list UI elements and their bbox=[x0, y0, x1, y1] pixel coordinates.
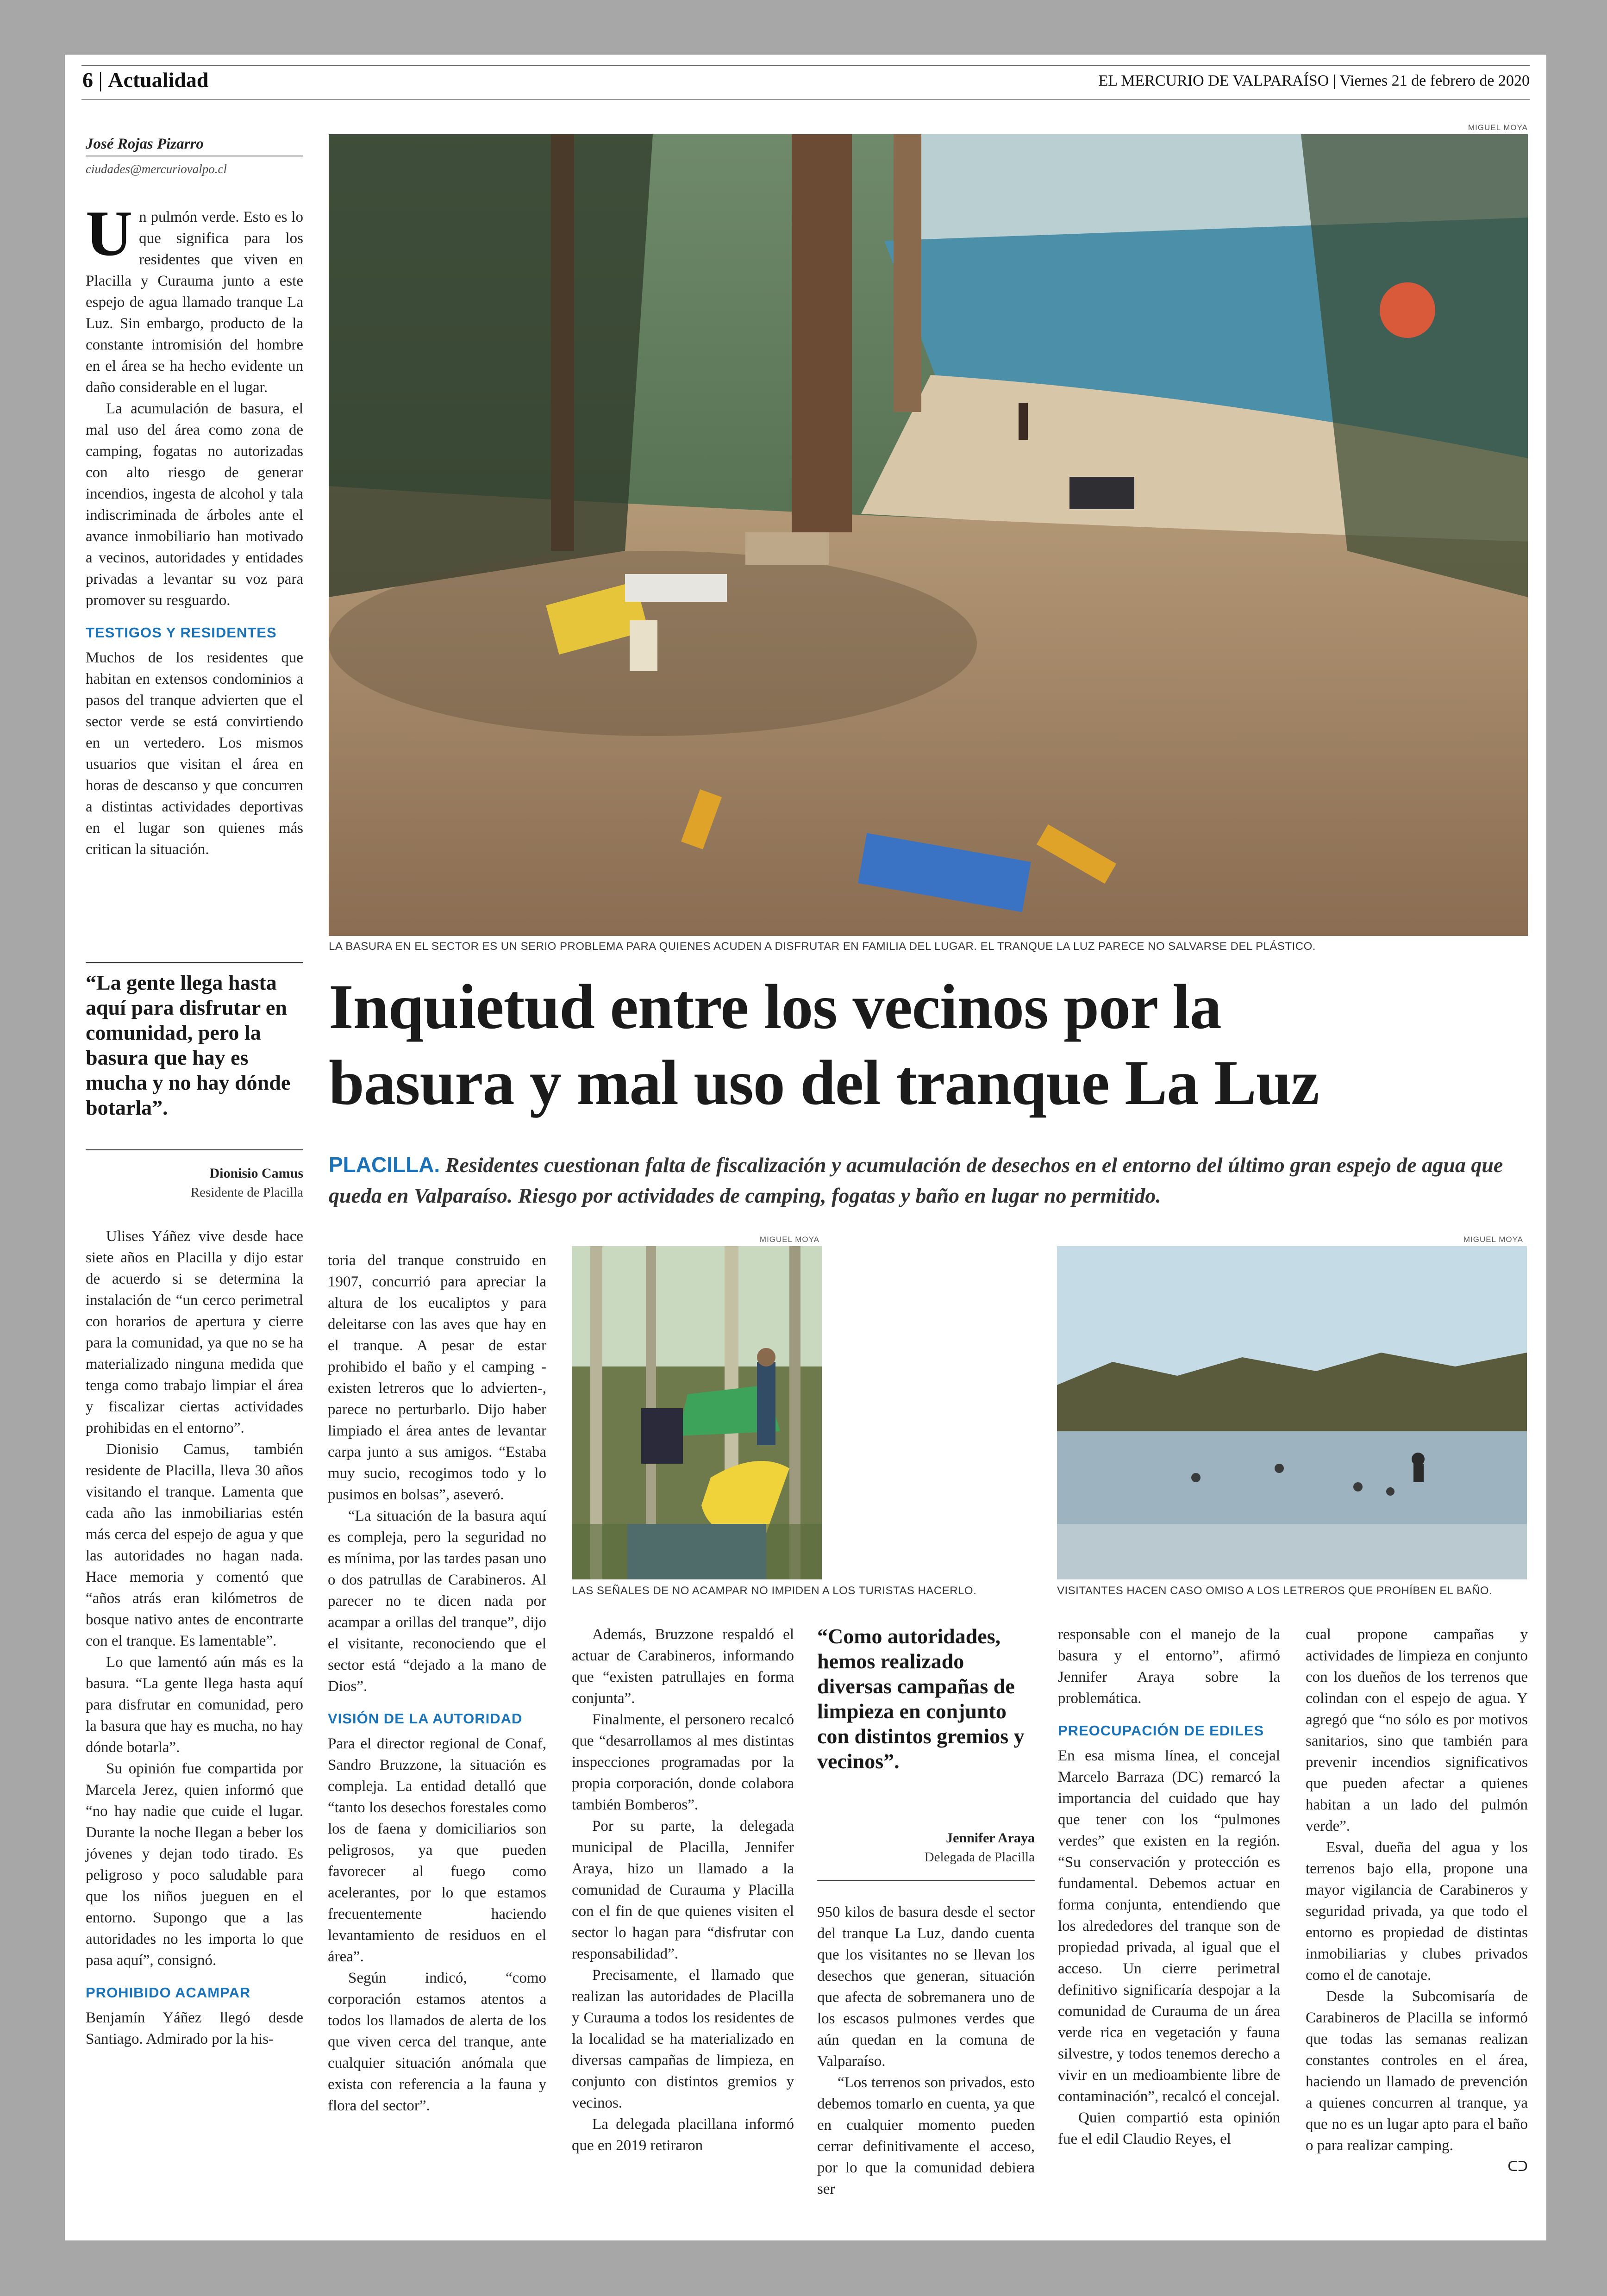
photo3-credit: MIGUEL MOYA bbox=[1463, 1235, 1523, 1244]
lead-text: Residentes cuestionan falta de fiscalización y acumulación de desechos en el entorno del último gran espejo de agua que queda en Valparaíso. Riesgo por actividades de camping, fogatas y baño en lugar no permitido. bbox=[329, 1153, 1503, 1207]
subhead-vision: VISIÓN DE LA AUTORIDAD bbox=[328, 1710, 523, 1727]
header-bottom-rule bbox=[81, 99, 1530, 100]
paragraph: Desde la Subcomisaría de Carabineros de Placilla se informó que todas las semanas realizan constantes controles en el área, haciendo un llamado de prevención a quienes concurren al tranque, ya que no es un lugar apto para el baño o para realizar camping. bbox=[1306, 1988, 1528, 2154]
headline bbox=[329, 969, 1532, 1121]
section-divider: | bbox=[98, 68, 108, 92]
column-6 bbox=[1306, 1624, 1528, 2177]
intro-column bbox=[86, 198, 303, 860]
paragraph: toria del tranque construido en 1907, concurrió para apreciar la altura de los eucaliptos y para deleitarse con las aves que hay en el tranque. A pesar de estar prohibido el baño y el camping -existen letreros que lo advierten-, parece no perturbarlo. Dijo haber limpiado el área antes de levantar carpa junto a sus amigos. “Estaba muy sucio, recogimos todo y lo pusimos en bolsas”, aseveró. bbox=[328, 1252, 546, 1503]
lead-kicker: PLACILLA. bbox=[329, 1153, 440, 1177]
paragraph: responsable con el manejo de la basura y el entorno”, afirmó Jennifer Araya sobre la problemática. bbox=[1058, 1626, 1280, 1707]
newspaper-page bbox=[65, 55, 1546, 2240]
column-4 bbox=[817, 1902, 1035, 2200]
paragraph: cual propone campañas y actividades de limpieza en conjunto con los dueños de los terrenos que colindan con el espejo de agua. Y agregó que “no sólo es por motivos sanitarios, sino que también para prevenir incendios significativos que pueden afectar a quienes habitan a un lado del pulmón verde”. bbox=[1306, 1626, 1528, 1834]
paragraph: Además, Bruzzone respaldó el actuar de Carabineros, informando que “existen patrullajes en forma conjunta”. bbox=[572, 1626, 794, 1707]
paragraph: Finalmente, el personero recalcó que “desarrollamos al mes distintas inspecciones programadas por la propia corporación, donde colabora también Bomberos”. bbox=[572, 1711, 794, 1813]
photo3-caption: VISITANTES HACEN CASO OMISO A LOS LETREROS QUE PROHÍBEN EL BAÑO. bbox=[1057, 1585, 1493, 1597]
photo-camping bbox=[572, 1246, 822, 1579]
paragraph: “La situación de la basura aquí es compleja, pero la seguridad no es mínima, por las tardes pasan uno o dos patrullas de Carabineros. Al parecer no te dicen nada por acampar a orillas del tranque”, dijo el visitante, reconociendo que el sector está “dejado a la mano de Dios”. bbox=[328, 1508, 546, 1695]
pull-quote-rule bbox=[86, 962, 303, 963]
publication-date: Viernes 21 de febrero de 2020 bbox=[1339, 72, 1530, 89]
paragraph: “Los terrenos son privados, esto debemos tomarlo en cuenta, ya que en cualquier momento pueden cerrar definitivamente el acceso, por lo que la comunidad debiera ser bbox=[817, 2074, 1035, 2197]
paragraph: Por su parte, la delegada municipal de Placilla, Jennifer Araya, hizo un llamado a la comunidad de Curauma y Placilla con el fin de que quienes visiten el sector lo hagan para “disfrutar con responsabilidad”. bbox=[572, 1818, 794, 1962]
quote-attribution-name: Dionisio Camus bbox=[209, 1166, 303, 1181]
main-photo-caption: LA BASURA EN EL SECTOR ES UN SERIO PROBLEMA PARA QUIENES ACUDEN A DISFRUTAR EN FAMILIA DEL LUGAR. EL TRANQUE LA LUZ PARECE NO SALVARSE DEL PLÁSTICO. bbox=[329, 940, 1316, 953]
section-name: Actualidad bbox=[108, 68, 209, 92]
main-photo-trash-lakeshore bbox=[329, 134, 1528, 936]
headline-line-1: Inquietud entre los vecinos por la bbox=[329, 971, 1221, 1042]
paragraph: Ulises Yáñez vive desde hace siete años en Placilla y dijo estar de acuerdo si se determina la instalación de “un cerco perimetral con horarios de apertura y cierre para la comunidad, ya que no se ha materializado ninguna medida que tenga como trabajo limpiar el área y fiscalizar ciertas actividades prohibidas en el entorno”. bbox=[86, 1228, 303, 1436]
column-1 bbox=[86, 1226, 303, 2050]
paragraph: Dionisio Camus, también residente de Placilla, lleva 30 años visitando el tranque. Lamenta que cada año las inmobiliarias estén más cerca del espejo de agua y que las autoridades no hagan nada. Hace memoria y comentó que “años atrás eran kilómetros de bosque nativo antes de encontrarte con el tranque. Es lamentable”. bbox=[86, 1441, 303, 1649]
end-mark: ᑕᑐ bbox=[1507, 2159, 1528, 2174]
subhead-prohibido: PROHIBIDO ACAMPAR bbox=[86, 1984, 251, 2001]
quote2-attribution-name: Jennifer Araya bbox=[946, 1830, 1035, 1846]
paragraph: Precisamente, el llamado que realizan las autoridades de Placilla y Curauma a todos los residentes de la localidad se ha materializado en diversas campañas de limpieza, en conjunto con distintos gremios y vecinos. bbox=[572, 1967, 794, 2111]
page-section-label bbox=[82, 68, 208, 92]
photo-camping-svg bbox=[572, 1246, 822, 1579]
pull-quote-bottom-rule bbox=[86, 1149, 303, 1150]
photo-bathers bbox=[1057, 1246, 1527, 1579]
pull-quote-araya: “Como autoridades, hemos realizado diversas campañas de limpieza en conjunto con distintos gremios y vecinos”. bbox=[817, 1624, 1025, 1773]
column-3 bbox=[572, 1624, 794, 2156]
header-rule bbox=[81, 65, 1530, 66]
main-photo-credit: MIGUEL MOYA bbox=[1468, 123, 1528, 132]
masthead-line bbox=[1098, 72, 1530, 90]
paragraph: Según indicó, “como corporación estamos atentos a todos los llamados de alerta de los que viven cerca del tranque, ante cualquier situación anómala que exista con referencia a la fauna y flora del sector”. bbox=[328, 1970, 546, 2114]
intro-paragraph bbox=[86, 198, 303, 398]
paragraph: La delegada placillana informó que en 2019 retiraron bbox=[572, 2116, 794, 2154]
byline-author: José Rojas Pizarro bbox=[86, 136, 303, 156]
intro-text: n pulmón verde. Esto es lo que significa para los residentes que viven en Placilla y Curauma junto a este espejo de agua llamado tranque La Luz. Sin embargo, producto de la constante intromisión del hombre en el área se ha hecho evidente un daño considerable en el lugar. bbox=[86, 209, 303, 396]
drop-cap: U bbox=[86, 198, 133, 269]
lead-paragraph bbox=[329, 1149, 1532, 1211]
main-photo-svg bbox=[329, 134, 1528, 936]
paragraph: Esval, dueña del agua y los terrenos bajo ella, propone una mayor vigilancia de Carabineros y seguridad privada, ya que todo el entorno es propiedad de distintas inmobiliarias y clubes privados como el de canotaje. bbox=[1306, 1839, 1528, 1984]
subhead-preocupacion: PREOCUPACIÓN DE EDILES bbox=[1058, 1722, 1264, 1739]
page-number: 6 bbox=[82, 68, 93, 92]
masthead-divider: | bbox=[1332, 72, 1340, 89]
paragraph: En esa misma línea, el concejal Marcelo Barraza (DC) remarcó la importancia del cuidado que hay que tener con los “pulmones verdes” que existen en la región. “Su conservación y protección es fundamental. Debemos actuar en forma conjunta, entendiendo que los alrededores del tranque son de propiedad privada, al igual que el acceso. Un cierre perimetral definitivo significaría despojar a la comunidad de Curauma de un área verde rica en vegetación y fauna silvestre, y todos tenemos derecho a vivir en un medioambiente libre de contaminación”, recalcó el concejal. bbox=[1058, 1747, 1280, 2105]
paragraph: Lo que lamentó aún más es la basura. “La gente llega hasta aquí para disfrutar en comunidad, pero la basura que hay es mucha, no hay dónde botarla”. bbox=[86, 1654, 303, 1756]
photo2-credit: MIGUEL MOYA bbox=[759, 1235, 819, 1244]
quote2-attribution-role: Delegada de Placilla bbox=[924, 1850, 1035, 1865]
paragraph: Benjamín Yáñez llegó desde Santiago. Admirado por la his- bbox=[86, 2009, 303, 2047]
paragraph: 950 kilos de basura desde el sector del tranque La Luz, dando cuenta que los visitantes no se llevan los desechos que generan, situación que afecta de sobremanera uno de los escasos pulmones verdes que aún quedan en la comuna de Valparaíso. bbox=[817, 1904, 1035, 2070]
column-2 bbox=[328, 1250, 546, 2116]
paragraph: La acumulación de basura, el mal uso del área como zona de camping, fogatas no autorizadas con alto riesgo de generar incendios, ingesta de alcohol y tala indiscriminada de árboles ante el avance inmobiliario han motivado a vecinos, autoridades y entidades privadas a levantar su voz para promover su resguardo. bbox=[86, 400, 303, 609]
column-5 bbox=[1058, 1624, 1280, 2150]
publication-name: EL MERCURIO DE VALPARAÍSO bbox=[1098, 72, 1329, 89]
photo-bathers-svg bbox=[1057, 1246, 1527, 1579]
pull-quote-camus: “La gente llega hasta aquí para disfrutar en comunidad, pero la basura que hay es mucha y no hay dónde botarla”. bbox=[86, 971, 291, 1119]
photo2-caption: LAS SEÑALES DE NO ACAMPAR NO IMPIDEN A LOS TURISTAS HACERLO. bbox=[572, 1585, 977, 1597]
headline-line-2: basura y mal uso del tranque La Luz bbox=[329, 1047, 1319, 1118]
paragraph: Su opinión fue compartida por Marcela Jerez, quien informó que “no hay nadie que cuide el lugar. Durante la noche llegan a beber los jóvenes y dejan todo tirado. Es peligroso y poco saludable para que los niños jueguen en el entorno. Supongo que a las autoridades no les importa lo que pasa aquí”, consignó. bbox=[86, 1760, 303, 1969]
paragraph: Muchos de los residentes que habitan en extensos condominios a pasos del tranque advierten que el sector verde se está convirtiendo en un vertedero. Los mismos usuarios que visitan el área en horas de descanso y que concurren a distintas actividades deportivas en el lugar son quienes más critican la situación. bbox=[86, 649, 303, 858]
paragraph: Quien compartió esta opinión fue el edil Claudio Reyes, el bbox=[1058, 2109, 1280, 2147]
subhead-testigos: TESTIGOS Y RESIDENTES bbox=[86, 624, 277, 641]
quote2-bottom-rule bbox=[817, 1880, 1035, 1881]
byline-email: ciudades@mercuriovalpo.cl bbox=[86, 162, 227, 176]
quote-attribution-role: Residente de Placilla bbox=[190, 1185, 303, 1200]
paragraph: Para el director regional de Conaf, Sandro Bruzzone, la situación es compleja. La entidad detalló que “tanto los desechos forestales como los de faena y domiciliarios son peligrosos, ya que pueden favorecer al fuego como acelerantes, por lo que estamos frecuentemente haciendo levantamiento de residuos en el área”. bbox=[328, 1735, 546, 1965]
